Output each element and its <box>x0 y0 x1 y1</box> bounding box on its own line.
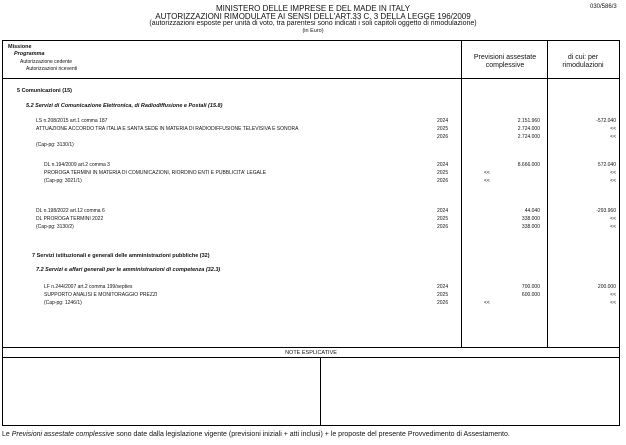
prev-cell: << <box>484 170 490 176</box>
rim-cell: << <box>610 216 616 222</box>
header-previsioni: Previsioni assestate complessive <box>473 54 537 69</box>
rim-cell: -293.960 <box>596 208 616 214</box>
prev-cell: 600.000 <box>521 292 540 298</box>
footer-prefix: Le <box>2 431 12 438</box>
prev-cell: 2.151.960 <box>517 118 540 124</box>
year-cell: 2026 <box>437 224 449 230</box>
footer-note <box>2 431 510 438</box>
header-missione: Missione <box>8 44 32 50</box>
header-divider <box>2 78 620 79</box>
rim-cell: << <box>610 178 616 184</box>
prev-cell: << <box>484 178 490 184</box>
prev-cell: 2.724.000 <box>517 126 540 132</box>
missione-label: 5 Comunicazioni (15) <box>17 88 73 94</box>
prev-cell: 338.000 <box>521 224 540 230</box>
notes-title-line <box>2 357 620 358</box>
notes-title: NOTE ESPLICATIVE <box>285 350 337 356</box>
auth-title: DL PROROGA TERMINI 2022 <box>36 216 104 222</box>
auth-title: PROROGA TERMINI IN MATERIA DI COMUNICAZIONI, RIORDINO ENTI E PUBBLICITA' LEGALE <box>44 170 267 176</box>
year-cell: 2024 <box>437 208 449 214</box>
missione-label: 7 Servizi istituzionali e generali delle amministrazioni pubbliche (32) <box>32 253 210 259</box>
year-cell: 2026 <box>437 178 449 184</box>
currency-note: (in Euro) <box>302 28 324 34</box>
header-cedente: Autorizzazione cedente <box>20 59 72 65</box>
document-subtitle: (autorizzazioni esposte per unità di voto, tra parentesi sono indicati i soli capitoli oggetto di rimodulazione) <box>149 20 477 27</box>
year-cell: 2024 <box>437 118 449 124</box>
prev-cell: << <box>484 300 490 306</box>
auth-ref: LF n.244/2007 art.2 comma 199/septies <box>44 284 133 290</box>
year-cell: 2026 <box>437 134 449 140</box>
header-rimodulazioni: di cui: per rimodulazioni <box>562 54 604 69</box>
footer-emphasis: Previsioni assestate complessive <box>11 431 115 438</box>
document-title: AUTORIZZAZIONI RIMODULATE AI SENSI DELL'ART.33 C. 3 DELLA LEGGE 196/2009 <box>155 12 471 21</box>
notes-divider <box>320 357 321 426</box>
programma-label: 7.2 Servizi e affari generali per le amministrazioni di competenza (32.3) <box>36 267 221 273</box>
header-riceventi: Autorizzazioni riceventi <box>26 66 78 72</box>
rim-cell: -572.040 <box>596 118 616 124</box>
auth-title: ATTUAZIONE ACCORDO TRA ITALIA E SANTA SEDE IN MATERIA DI RADIODIFFUSIONE TELEVISIVA E SONORA <box>36 126 299 132</box>
column-divider-left <box>461 40 462 347</box>
year-cell: 2025 <box>437 170 449 176</box>
rim-cell: 572.040 <box>597 162 616 168</box>
prev-cell: 8.666.000 <box>517 162 540 168</box>
rim-cell: << <box>610 300 616 306</box>
year-cell: 2024 <box>437 284 449 290</box>
rim-cell: 200.000 <box>597 284 616 290</box>
auth-ref: DL n.198/2022 art.12 comma 6 <box>36 208 105 214</box>
rim-cell: << <box>610 170 616 176</box>
year-cell: 2024 <box>437 162 449 168</box>
header-programma: Programma <box>14 51 45 57</box>
column-divider-right <box>547 40 548 347</box>
prev-cell: 700.000 <box>521 284 540 290</box>
year-cell: 2025 <box>437 292 449 298</box>
notes-top-line <box>2 347 620 348</box>
year-cell: 2025 <box>437 216 449 222</box>
auth-title: SUPPORTO ANALISI E MONITORAGGIO PREZZI <box>44 292 158 298</box>
auth-capitolo: (Cap-pg: 3021/1) <box>44 178 82 184</box>
prev-cell: 2.724.000 <box>517 134 540 140</box>
document-code: 030/586/3 <box>590 4 617 10</box>
rim-cell: << <box>610 292 616 298</box>
auth-ref: LS n.208/2015 art.1 comma 187 <box>36 118 108 124</box>
programma-label: 5.2 Servizi di Comunicazione Elettronica, di Radiodiffusione e Postali (15.8) <box>26 103 223 109</box>
footer-rest: sono date dalla legislazione vigente (previsioni iniziali + atti inclusi) + le proposte del presente Provvedimento di Assestamento. <box>114 431 510 438</box>
rim-cell: << <box>610 126 616 132</box>
auth-ref: DL n.194/2009 art.2 comma 3 <box>44 162 110 168</box>
auth-capitolo: (Cap-pg: 3130/1) <box>36 142 74 148</box>
prev-cell: 338.000 <box>521 216 540 222</box>
year-cell: 2026 <box>437 300 449 306</box>
rim-cell: << <box>610 224 616 230</box>
main-table-frame <box>2 40 620 426</box>
ministry-title: MINISTERO DELLE IMPRESE E DEL MADE IN ITALY <box>215 4 411 13</box>
year-cell: 2025 <box>437 126 449 132</box>
prev-cell: 44.040 <box>524 208 540 214</box>
auth-capitolo: (Cap-pg: 3130/2) <box>36 224 74 230</box>
rim-cell: << <box>610 134 616 140</box>
auth-capitolo: (Cap-pg: 1246/1) <box>44 300 82 306</box>
